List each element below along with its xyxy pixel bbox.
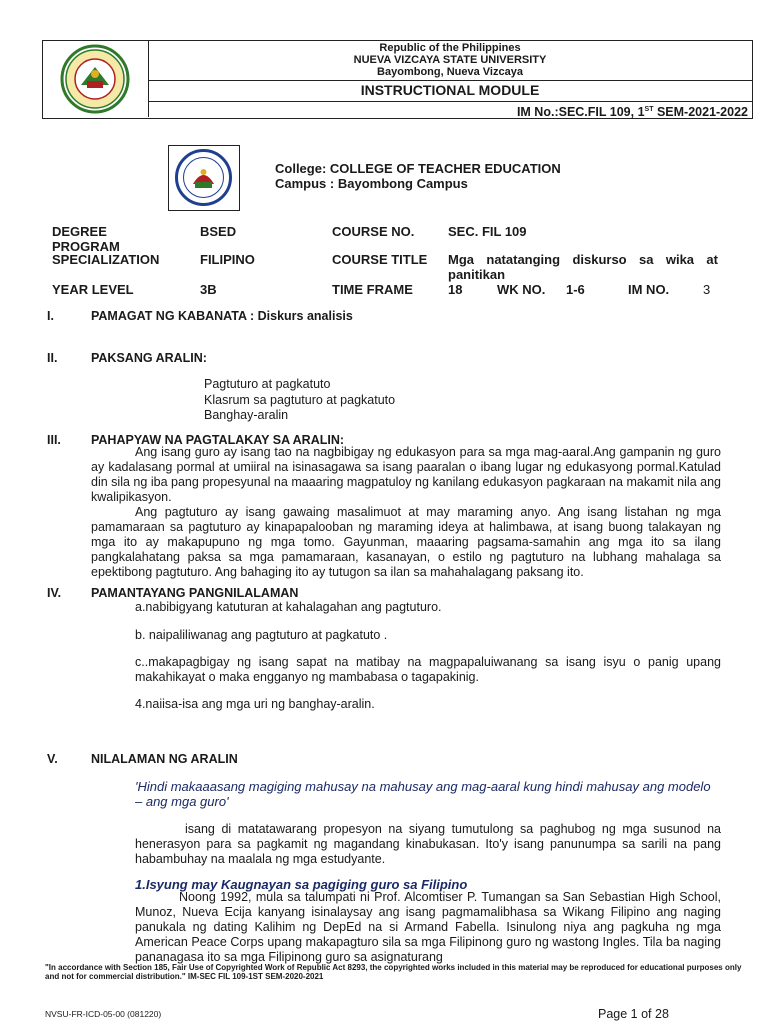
- section-4-number: IV.: [47, 586, 62, 600]
- university-seal-cell: [43, 41, 149, 117]
- lesson-quote: 'Hindi makaaasang magiging mahusay na mahusay ang mag-aaral kung hindi mahusay ang modelo – ang mga guro': [135, 779, 711, 809]
- college-seal-box: [168, 145, 240, 211]
- header-im-number: IM No.:SEC.FIL 109, 1ST SEM-2021-2022: [516, 105, 748, 120]
- course-no-label: COURSE NO.: [332, 224, 415, 239]
- list-item: Banghay-aralin: [204, 408, 289, 422]
- overview-paragraph-2: Ang pagtuturo ay isang gawaing masalimuot at may maraming anyo. Ang isang listahan ng mga pamamaraan sa pagtuturo ay kinapapalooban ng maraming ideya at halimbawa, at isang buong talakayan ng mga ito ay makapupuno ng mga tomo. Gayunman, maaaring pagsama-samahin ang mga ito sa ilang pangkalahatang paksa sa mga pamamaraan, kasanayan, o estilo ng pagtuturo na lubhang mahalaga sa epektibong pagtuturo. Ang bahaging ito ay tutugon sa ilan sa mahahalagang paksang ito.: [91, 505, 721, 579]
- year-level-label: YEAR LEVEL: [52, 282, 134, 297]
- specialization-value: FILIPINO: [200, 252, 255, 267]
- overview-paragraph-1: Ang isang guro ay isang tao na nagbibigay ng edukasyon para sa mga mag-aaral.Ang gampanin ng guro ay kadalasang pormal at umiiral na isinasagawa sa isang paaralan o ibang lugar ng edukasyong pormal.Katulad din sila ng iba pang propesyunal na maaaring magpatuloy ng kanilang edukasyon pagkaraan na makamit nila ang kwalipikasyon.: [91, 445, 721, 504]
- list-item: Pagtuturo at pagkatuto: [204, 377, 331, 391]
- section-2-number: II.: [47, 351, 58, 365]
- section-1-number: I.: [47, 309, 54, 323]
- section-3-number: III.: [47, 433, 61, 447]
- degree-label: DEGREE PROGRAM: [52, 224, 120, 254]
- copyright-notice: "In accordance with Section 185, Fair Use of Copyrighted Work of Republic Act 8293, the copyrighted works included in this material may be reproduced for educational purposes only and not for commercial distribution." IM-SEC FIL 109-1ST SEM-2020-2021: [45, 963, 742, 981]
- subtopic-1-title: 1.Isyung may Kaugnayan sa pagiging guro sa Filipino: [135, 877, 468, 892]
- college-seal-icon: [169, 146, 238, 209]
- specialization-label: SPECIALIZATION: [52, 252, 160, 267]
- campus-name: Campus : Bayombong Campus: [275, 176, 468, 191]
- list-item: Klasrum sa pagtuturo at pagkatuto: [204, 392, 396, 407]
- year-level-value: 3B: [200, 282, 217, 297]
- section-1-title: PAMAGAT NG KABANATA : Diskurs analisis: [91, 309, 353, 323]
- section-3-title: PAHAPYAW NA PAGTALAKAY SA ARALIN:: [91, 433, 345, 447]
- header-module-title: INSTRUCTIONAL MODULE: [148, 79, 752, 102]
- course-no-value: SEC. FIL 109: [448, 224, 527, 239]
- degree-value: BSED: [200, 224, 237, 239]
- header-institution: [148, 41, 752, 81]
- standard-a: a.nabibigyang katuturan at kahalagahan ang pagtuturo.: [135, 600, 442, 614]
- course-title-label: COURSE TITLE: [332, 252, 428, 267]
- week-no-label: WK NO.: [497, 282, 546, 297]
- topic-list: [204, 377, 395, 424]
- document-header: [42, 40, 753, 119]
- page-number: Page 1 of 28: [598, 1007, 669, 1021]
- im-no-value: 3: [703, 282, 711, 297]
- header-university: NUEVA VIZCAYA STATE UNIVERSITY: [353, 54, 547, 66]
- time-frame-label: TIME FRAME: [332, 282, 413, 297]
- section-5-title: NILALAMAN NG ARALIN: [91, 752, 238, 766]
- subtopic-1-paragraph: Noong 1992, mula sa talumpati ni Prof. Alcomtiser P. Tumangan sa San Sebastian High School, Munoz, Nueva Ecija kanyang isinalaysay ang isang pagmamalibhasa sa Wikang Filipino ang naging panukala ng dating Kalihim ng DepEd na si Armand Fabella. Isinulong niya ang pagkuha ng mga American Peace Corps upang makapagturo sila sa mga Filipinong guro ng wastong Ingles. Tila ba naging pananagasa ito sa mga Filipinong guro sa asignaturang: [135, 890, 721, 964]
- standard-c: c..makapagbigay ng isang sapat na matibay na magpapaluiwanang sa isang isyu o panig upang makahikayat o maka engganyo ng mambabasa o tagapakinig.: [135, 655, 721, 684]
- week-no-value: 1-6: [566, 282, 585, 297]
- section-2-title: PAKSANG ARALIN:: [91, 351, 207, 365]
- form-code: NVSU-FR-ICD-05-00 (081220): [45, 1009, 162, 1019]
- section-5-number: V.: [47, 752, 58, 766]
- section-4-title: PAMANTAYANG PANGNILALAMAN: [91, 586, 299, 600]
- lesson-paragraph-1: isang di matatawarang propesyon na siyang tumutulong sa paghubog ng mga susunod na henerasyon para sa pagkamit ng magandang kinabukasan. Ito'y isang panunumpa sa sarili na pang habambuhay na maalala ng mga estudyante.: [135, 822, 721, 866]
- standard-d: 4.naiisa-isa ang mga uri ng banghay-aralin.: [135, 697, 375, 711]
- header-republic: Republic of the Philippines: [379, 42, 521, 54]
- time-frame-value: 18: [448, 282, 463, 297]
- college-name: College: COLLEGE OF TEACHER EDUCATION: [275, 161, 561, 176]
- standard-b: b. naipaliliwanag ang pagtuturo at pagkatuto .: [135, 628, 388, 642]
- university-seal-icon: [43, 41, 148, 117]
- im-no-label: IM NO.: [628, 282, 670, 297]
- course-title-value: Mga natatanging diskurso sa wika at panitikan: [448, 252, 718, 282]
- header-location: Bayombong, Nueva Vizcaya: [377, 66, 523, 78]
